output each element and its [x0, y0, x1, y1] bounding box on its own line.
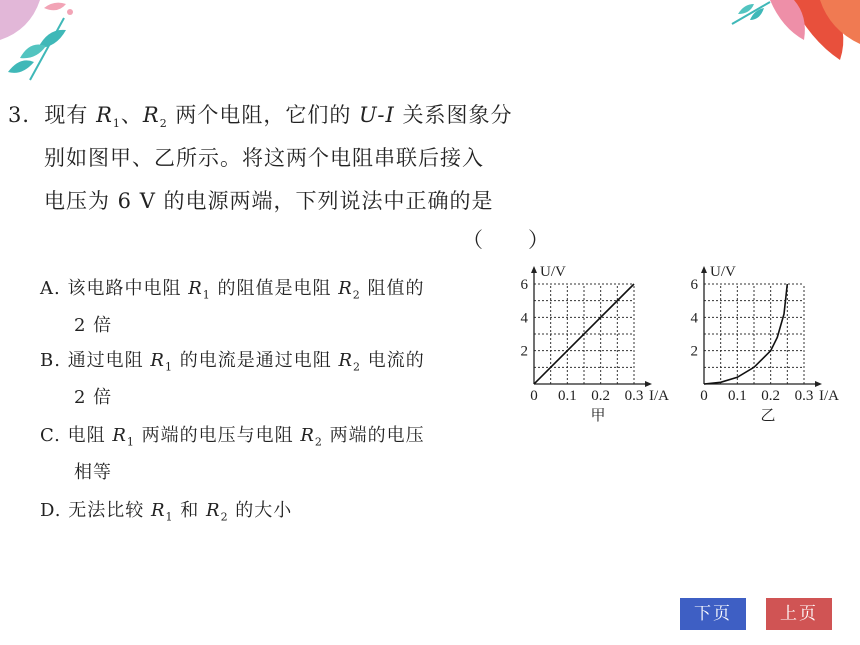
option-a[interactable]: A. 该电路中电阻 $R_1$ 的阻值是电阻 $R_2$ 阻值的 [40, 278, 425, 302]
question-line-2: 别如图甲、乙所示。将这两个电阻串联后接入 [44, 146, 484, 170]
y-axis-arrow [701, 266, 707, 273]
x-axis-arrow [645, 381, 652, 387]
x-tick-label: 0.2 [761, 388, 781, 404]
graph-jia [510, 258, 680, 430]
y-axis-label: U/V [710, 264, 736, 280]
y-tick-label: 4 [690, 310, 698, 327]
question-line-3: 电压为 6 V 的电源两端，下列说法中正确的是 [44, 189, 494, 213]
y-tick-label: 6 [690, 277, 698, 293]
y-tick-label: 2 [520, 343, 528, 360]
top-right-leaf-decoration [730, 0, 860, 70]
y-axis-arrow [531, 266, 537, 273]
x-tick-label: 0.1 [557, 388, 577, 404]
x-tick-label: 0.1 [727, 388, 747, 404]
x-axis-label: I/A [649, 388, 669, 404]
top-left-leaf-decoration [0, 0, 110, 90]
option-c[interactable]: C. 电阻 $R_1$ 两端的电压与电阻 $R_2$ 两端的电压 [40, 425, 425, 449]
grid [704, 284, 804, 384]
x-tick-label: 0.3 [624, 388, 644, 404]
y-axis-label: U/V [540, 264, 566, 280]
graph-yi [680, 258, 850, 430]
question-line-1: 3．现有 $R_1$、$R_2$ 两个电阻，它们的 U-I 关系图象分 [8, 103, 513, 131]
x-axis-arrow [815, 381, 822, 387]
option-b[interactable]: B. 通过电阻 $R_1$ 的电流是通过电阻 $R_2$ 电流的 [40, 350, 425, 374]
x-tick-label: 0 [700, 388, 708, 404]
option-b-continuation: 2 倍 [74, 387, 113, 408]
option-c-continuation: 相等 [74, 462, 112, 483]
y-tick-label: 4 [520, 310, 528, 327]
x-tick-label: 0.2 [591, 388, 611, 404]
graph-caption: 乙 [760, 408, 776, 424]
x-tick-label: 0.3 [794, 388, 814, 404]
x-tick-label: 0 [530, 388, 538, 404]
graph-caption: 甲 [590, 408, 606, 424]
y-tick-label: 2 [690, 343, 698, 360]
option-a-continuation: 2 倍 [74, 315, 113, 336]
answer-blank: （ ） [462, 228, 550, 252]
question-number: 3． [8, 103, 45, 127]
x-axis-label: I/A [819, 388, 839, 404]
option-d[interactable]: D. 无法比较 $R_1$ 和 $R_2$ 的大小 [40, 500, 293, 524]
next-page-button[interactable]: 下页 [680, 598, 746, 630]
prev-page-button[interactable]: 上页 [766, 598, 832, 630]
y-tick-label: 6 [520, 277, 528, 293]
